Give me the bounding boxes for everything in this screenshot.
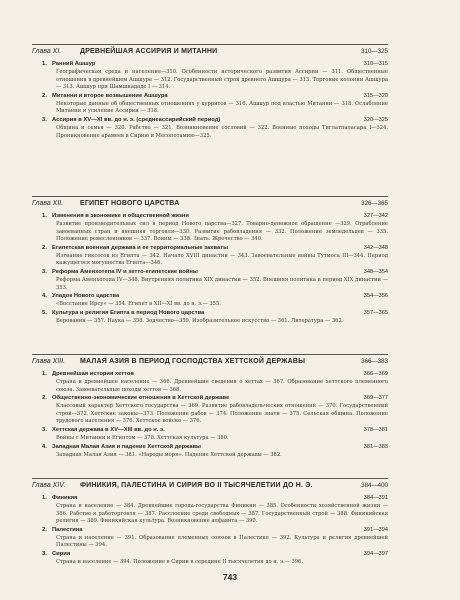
toc-section — [0, 292, 460, 309]
section-pages: 357—365 — [363, 309, 388, 316]
section-title: Сирия — [52, 550, 71, 557]
section-summary: Изгнание гиксосов из Египта — 342. Начало XVIII династии — 343. Завоевательные войны Тутмоса III—344. Период кажущегося могущества Египта—346. — [56, 252, 388, 267]
section-summary: Некоторые данные об общественных отношениях у хурритов — 316. Ашшур под властью Митанни — 318. Ослабление Митанни и усиление Ассирии — 318. — [56, 100, 388, 115]
chapter-pages: 384—400 — [361, 482, 388, 489]
chapter-divider — [32, 44, 388, 45]
section-title: Финикия — [52, 495, 78, 501]
section-pages: 384—391 — [363, 495, 388, 501]
section-title: Изменения в экономике и общественной жизни — [52, 213, 189, 219]
section-number: 4. — [42, 293, 47, 300]
chapter-heading — [0, 46, 460, 58]
section-number: 3. — [42, 550, 47, 557]
section-heading — [0, 244, 460, 253]
section-title: Митанни и второе возвышение Ашшура — [52, 92, 168, 99]
chapter — [0, 196, 460, 324]
section-title: Древнейшая история хеттов — [52, 371, 134, 377]
chapter-pages: 310—325 — [361, 48, 388, 55]
chapter-title: ЕГИПЕТ НОВОГО ЦАРСТВА — [80, 200, 180, 207]
chapter-title: ФИНИКИЯ, ПАЛЕСТИНА И СИРИЯ ВО II ТЫСЯЧЕЛЕТИИ ДО Н. Э. — [80, 482, 313, 489]
section-title: Реформа Аменхотепа IV и хетто-египетские войны — [52, 268, 198, 275]
chapter-divider — [32, 478, 388, 479]
toc-section — [0, 212, 460, 244]
section-number: 3. — [42, 116, 47, 123]
chapter-title: ДРЕВНЕЙШАЯ АССИРИЯ И МИТАННИ — [80, 48, 218, 55]
section-summary: Страна и древнейшее население — 366. Древнейшие сведения о хеттах — 367. Образование хеттского племенного союза. Завоевательные походы хеттов — 368. — [56, 379, 388, 393]
section-heading — [0, 494, 460, 503]
section-pages: 315—320 — [363, 92, 388, 99]
section-heading — [0, 212, 460, 221]
chapter-divider — [32, 196, 388, 197]
chapter-label: Глава XII. — [32, 200, 64, 207]
section-number: 1. — [42, 213, 47, 219]
chapter-heading — [0, 198, 460, 210]
section-number: 2. — [42, 244, 47, 251]
section-number: 2. — [42, 526, 47, 533]
section-summary: Страна и население — 394. Положение в Сирии в середине II тысячелетия до н. э.— 396. — [56, 558, 304, 565]
section-summary: Страна и население — 384. Древнейшие города-государства Финикии — 385. Особенности хозяйственной жизни — 386. Рабство и работорговля — 387. Расслоение среди свободных — 387. Государственный строй — 388. Финикийская религия — 389. Финикийская культура. Возникновение алфавита — 390. — [56, 503, 388, 525]
page-number: 743 — [222, 572, 238, 582]
section-number: 2. — [42, 395, 47, 402]
section-title: Ранний Ашшур — [52, 61, 96, 67]
toc-section — [0, 526, 460, 550]
section-summary: Верования — 357. Наука — 358. Зодчество—359. Изобразительное искусство — 361. Литература — 362. — [56, 317, 344, 324]
section-title: Ассирия в XV—XI вв. до н. э. (среднеассирийский период) — [52, 116, 221, 123]
section-heading — [0, 443, 460, 452]
section-number: 2. — [42, 92, 47, 99]
toc-section — [0, 268, 460, 292]
section-number: 5. — [42, 309, 47, 316]
section-pages: 342—348 — [363, 244, 388, 251]
section-heading — [0, 268, 460, 277]
chapter-label: Глава XIII. — [32, 358, 66, 365]
section-pages: 327—342 — [363, 213, 388, 219]
section-summary: Классовый характер Хеттского государства — 369. Развитие рабовладельческих отношений — 370. Государственный строй—372. Хеттские законы—373. Положение рабов — 374. Положение знати — 375. Сельская община. Положение трудового населения — 376. Хеттское войско — 376. — [56, 403, 388, 425]
section-heading — [0, 309, 460, 318]
chapter-heading — [0, 356, 460, 368]
section-heading — [0, 60, 460, 69]
section-heading — [0, 526, 460, 535]
chapter-divider — [32, 354, 388, 355]
section-summary: Страна и население — 391. Образование племенных союзов в Палестине — 392. Культура и религия древнейшей Палестины — 394. — [56, 534, 388, 549]
section-pages: 394—397 — [363, 550, 388, 557]
chapter-pages: 366—383 — [361, 358, 388, 365]
section-pages: 366—369 — [363, 371, 388, 377]
section-pages: 354—356 — [363, 293, 388, 300]
section-summary: Географическая среда и население—310. Особенности исторического развития Ассирии — 311. Общественные отношения в древнейшем Ашшуре — 312. Государственный строй древнего Ашшура — 313. Торговые колонии Ашшура — 313. Ашшур при Шамшиададе I — 314. — [56, 69, 388, 91]
chapter — [0, 478, 460, 563]
section-heading — [0, 92, 460, 101]
section-heading — [0, 394, 460, 403]
toc-section — [0, 426, 460, 443]
section-heading — [0, 370, 460, 379]
toc-section — [0, 116, 460, 140]
section-number: 3. — [42, 268, 47, 275]
section-summary: Реформа Аменхотепа IV—348. Внутренняя политика XIX династии — 352. Внешняя политика в период XIX династии — 353. — [56, 276, 388, 291]
section-pages: 381—383 — [363, 443, 388, 450]
section-title: Упадок Нового царства — [52, 293, 120, 300]
section-pages: 391—394 — [363, 526, 388, 533]
section-pages: 310—315 — [363, 61, 388, 67]
toc-section — [0, 370, 460, 394]
chapter-pages: 326—365 — [361, 200, 388, 207]
toc-section — [0, 244, 460, 268]
toc-section — [0, 394, 460, 426]
section-number: 1. — [42, 371, 47, 377]
toc-section — [0, 443, 460, 460]
chapter — [0, 44, 460, 139]
chapter-label: Глава XIV. — [32, 482, 66, 489]
section-summary: Войны с Митанни и Египтом — 378. Хеттская культура — 380. — [56, 434, 229, 441]
section-title: Хеттская держава в XV—XIII вв. до н. э. — [52, 426, 165, 433]
section-pages: 320—325 — [363, 116, 388, 123]
section-summary: «Восстание Ирсу» — 354. Египет в XII—XI вв. до н. э.— 355. — [56, 301, 221, 308]
chapter-label: Глава XI. — [32, 48, 62, 55]
section-pages: 369—377 — [363, 395, 388, 402]
chapter — [0, 354, 460, 458]
section-title: Западная Малая Азия и падение Хеттской державы — [52, 443, 201, 450]
toc-section — [0, 60, 460, 92]
toc-section — [0, 309, 460, 326]
section-pages: 348—354 — [363, 268, 388, 275]
section-summary: Западная Малая Азия — 381. «Народы моря». Падение Хеттской державы — 382. — [56, 451, 282, 458]
section-summary: Община и семья — 320. Рабство — 321. Возникновение сословий — 322. Военные походы Тиглатпаласара I—324. Проникновение арамеев в Сирию и Месопотамию—325. — [56, 124, 388, 139]
section-heading — [0, 116, 460, 125]
section-number: 4. — [42, 443, 47, 450]
section-title: Палестина — [52, 526, 83, 533]
section-title: Египетская военная держава и ее территориальные захваты — [52, 244, 229, 251]
section-number: 1. — [42, 495, 47, 501]
chapter-title: МАЛАЯ АЗИЯ В ПЕРИОД ГОСПОДСТВА ХЕТТСКОЙ ДЕРЖАВЫ — [80, 358, 306, 365]
section-title: Общественно-экономические отношения в Хеттской державе — [52, 395, 230, 402]
toc-section — [0, 494, 460, 526]
section-summary: Развитие производительных сил в период Нового царства—327. Товарно-денежное обращение —329. Ограбление завоеванных стран и внешняя торговля—330. Развитие рабовладения — 332. Положение земледельцев — 335. Положение ремесленников — 337. Воины — 338. Знать. Жречество — 340. — [56, 221, 388, 243]
toc-section — [0, 92, 460, 116]
chapter-heading — [0, 480, 460, 492]
section-number: 1. — [42, 61, 47, 67]
section-number: 3. — [42, 426, 47, 433]
section-heading — [0, 292, 460, 301]
section-heading — [0, 550, 460, 559]
section-heading — [0, 426, 460, 435]
section-pages: 378—381 — [363, 426, 388, 433]
toc-section — [0, 550, 460, 567]
section-title: Культура и религия Египта в период Нового царства — [52, 309, 205, 316]
